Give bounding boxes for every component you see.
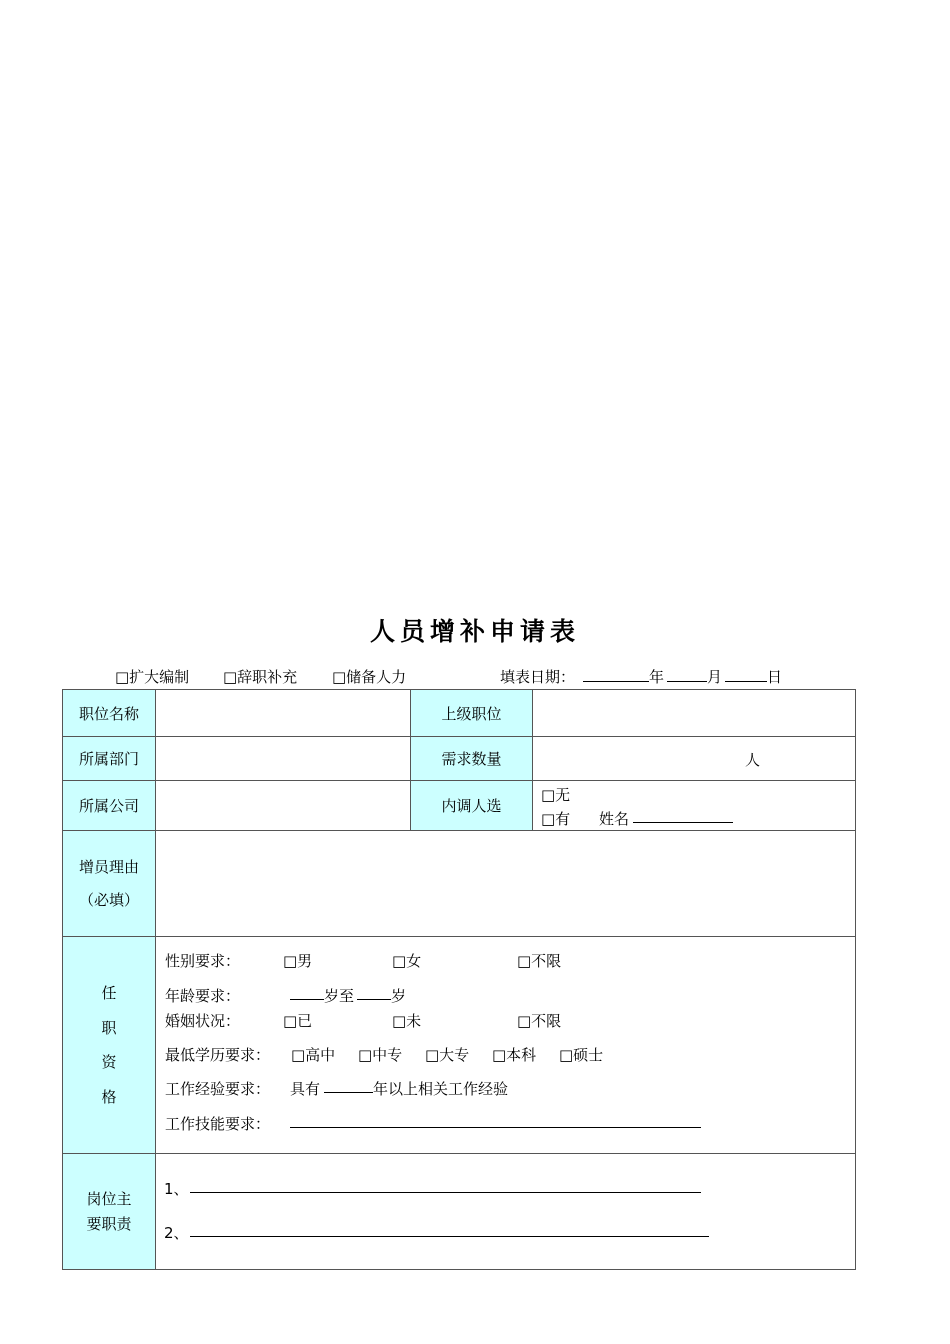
superior-position-label: 上级职位 xyxy=(410,689,533,737)
duty-item-1-field[interactable] xyxy=(190,1178,701,1197)
qualifications-header-char-2: 职 xyxy=(101,1018,117,1037)
qualifications-header xyxy=(62,936,156,1154)
qualifications-header-char-3: 资 xyxy=(101,1053,117,1071)
application-form-table xyxy=(62,689,856,1270)
checkbox-gender-female[interactable]: □女 xyxy=(392,952,422,970)
duties-header xyxy=(62,1153,156,1270)
fill-date-label: 填表日期： xyxy=(500,668,576,686)
checkbox-marital-unmarried[interactable]: □未 xyxy=(392,1012,422,1030)
internal-name-field[interactable] xyxy=(633,808,733,827)
fill-date-year-label: 年 xyxy=(649,668,665,686)
duty-item-1-number: 1、 xyxy=(164,1180,189,1198)
qualifications-panel xyxy=(155,936,856,1154)
age-max-field[interactable] xyxy=(357,985,391,1004)
checkbox-resignation-replacement[interactable]: □辞职补充 xyxy=(223,668,298,686)
age-to-label: 岁至 xyxy=(324,987,355,1005)
reason-label-line1: 增员理由 xyxy=(78,857,139,876)
position-name-field[interactable] xyxy=(155,689,411,737)
superior-position-field[interactable] xyxy=(532,689,856,737)
required-count-field[interactable] xyxy=(532,736,856,781)
checkbox-gender-any[interactable]: □不限 xyxy=(517,952,562,970)
checkbox-internal-yes[interactable]: □有 xyxy=(541,810,571,828)
department-field[interactable] xyxy=(155,736,411,781)
fill-date-day-field[interactable] xyxy=(725,666,767,686)
experience-suffix-label: 年以上相关工作经验 xyxy=(373,1080,509,1098)
duty-item-2-number: 2、 xyxy=(164,1224,189,1242)
checkbox-marital-any[interactable]: □不限 xyxy=(517,1012,562,1030)
fill-date-day-label: 日 xyxy=(767,668,783,686)
reason-field[interactable] xyxy=(155,830,856,937)
age-min-field[interactable] xyxy=(290,985,324,1004)
fill-date-year-field[interactable] xyxy=(583,666,649,686)
age-unit-label: 岁 xyxy=(391,987,407,1005)
checkbox-edu-vocational[interactable]: □中专 xyxy=(358,1046,403,1064)
checkbox-gender-male[interactable]: □男 xyxy=(283,952,313,970)
skills-field[interactable] xyxy=(290,1113,701,1132)
position-name-label: 职位名称 xyxy=(62,689,156,737)
marital-label: 婚姻状况： xyxy=(165,1012,241,1030)
skills-label: 工作技能要求： xyxy=(165,1115,271,1133)
company-field[interactable] xyxy=(155,780,411,831)
request-type-bar xyxy=(115,666,815,688)
form-title: 人员增补申请表 xyxy=(369,617,580,646)
internal-candidate-label: 内调人选 xyxy=(410,780,533,831)
fill-date-month-label: 月 xyxy=(707,668,723,686)
qualifications-header-char-1: 任 xyxy=(101,984,117,1002)
reason-label xyxy=(62,830,156,937)
gender-label: 性别要求： xyxy=(165,952,241,970)
checkbox-edu-bachelor[interactable]: □本科 xyxy=(492,1046,537,1064)
checkbox-expand-staff[interactable]: □扩大编制 xyxy=(115,668,190,686)
duties-header-line1: 岗位主 xyxy=(86,1189,132,1208)
required-count-label: 需求数量 xyxy=(410,736,533,781)
checkbox-edu-master[interactable]: □硕士 xyxy=(559,1046,604,1064)
person-unit-label: 人 xyxy=(745,751,761,769)
duty-item-2-field[interactable] xyxy=(190,1222,709,1241)
education-label: 最低学历要求： xyxy=(165,1046,271,1064)
checkbox-internal-none[interactable]: □无 xyxy=(541,786,571,804)
checkbox-marital-married[interactable]: □已 xyxy=(283,1012,313,1030)
internal-candidate-field xyxy=(532,780,856,831)
company-label: 所属公司 xyxy=(62,780,156,831)
internal-name-label: 姓名 xyxy=(599,810,630,828)
duties-header-line2: 要职责 xyxy=(86,1214,132,1233)
checkbox-edu-college[interactable]: □大专 xyxy=(425,1046,470,1064)
experience-years-field[interactable] xyxy=(324,1078,373,1097)
experience-label: 工作经验要求： xyxy=(165,1080,271,1098)
checkbox-edu-high-school[interactable]: □高中 xyxy=(291,1046,336,1064)
qualifications-header-char-4: 格 xyxy=(101,1087,117,1106)
duties-panel xyxy=(155,1153,856,1270)
fill-date-month-field[interactable] xyxy=(667,666,707,686)
checkbox-reserve-staff[interactable]: □储备人力 xyxy=(332,668,407,686)
age-label: 年龄要求： xyxy=(165,987,241,1005)
reason-label-line2: （必填） xyxy=(78,890,139,909)
department-label: 所属部门 xyxy=(62,736,156,781)
experience-have-label: 具有 xyxy=(290,1080,321,1098)
